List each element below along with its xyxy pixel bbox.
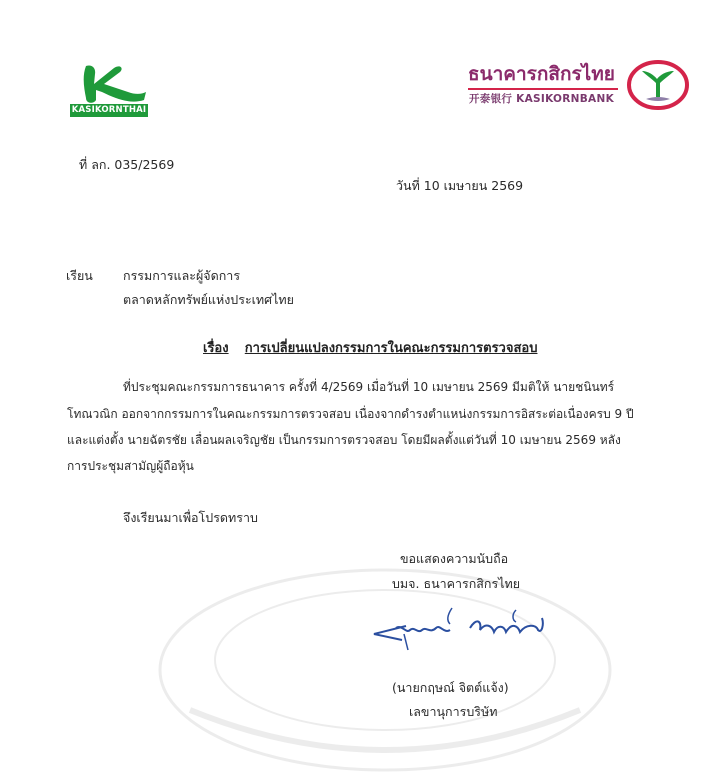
watermark-emblem — [150, 560, 620, 775]
bank-logo-divider — [468, 88, 618, 90]
reference-number: ที่ ลก. 035/2569 — [79, 157, 175, 172]
subject-line — [203, 337, 537, 358]
letter-date: วันที่ 10 เมษายน 2569 — [396, 178, 524, 193]
kbank-seal-icon — [626, 59, 690, 111]
closing-request: จึงเรียนมาเพื่อโปรดทราบ — [123, 510, 258, 525]
kasikornthai-logo — [70, 62, 150, 118]
signer-name: (นายกฤษณ์ จิตต์แจ้ง) — [392, 680, 509, 695]
bank-english-name: 开泰银行 KASIKORNBANK — [469, 93, 615, 105]
bank-thai-name: ธนาคารกสิกรไทย — [468, 63, 615, 85]
subject-text: การเปลี่ยนแปลงกรรมการในคณะกรรมการตรวจสอบ — [244, 341, 538, 356]
subject-label: เรื่อง — [203, 341, 229, 356]
recipient-line-1: กรรมการและผู้จัดการ — [123, 268, 241, 283]
body-line-3: และแต่งตั้ง นายฉัตรชัย เลื่อนผลเจริญชัย เป็นกรรมการตรวจสอบ โดยมีผลตั้งแต่วันที่ 10 เมษายน 2569 หลัง — [67, 433, 621, 447]
handwritten-signature — [366, 604, 554, 654]
body-line-2: โทณวณิก ออกจากกรรมการในคณะกรรมการตรวจสอบ เนื่องจากดำรงตำแหน่งกรรมการอิสระต่อเนื่องครบ 9 ปี — [67, 407, 634, 421]
signer-title: เลขานุการบริษัท — [409, 704, 498, 719]
kasikornthai-wordmark: KASIKORNTHAI — [71, 105, 147, 115]
recipient-line-2: ตลาดหลักทรัพย์แห่งประเทศไทย — [123, 292, 294, 307]
k-logo-icon — [70, 62, 150, 104]
closing-salutation: ขอแสดงความนับถือ — [400, 551, 509, 566]
body-line-4: การประชุมสามัญผู้ถือหุ้น — [67, 459, 194, 473]
body-line-1: ที่ประชุมคณะกรรมการธนาคาร ครั้งที่ 4/2569 เมื่อวันที่ 10 เมษายน 2569 มีมติให้ นายชนินทร์ — [123, 380, 615, 394]
recipient-label: เรียน — [66, 268, 93, 283]
company-name: บมจ. ธนาคารกสิกรไทย — [392, 576, 521, 591]
